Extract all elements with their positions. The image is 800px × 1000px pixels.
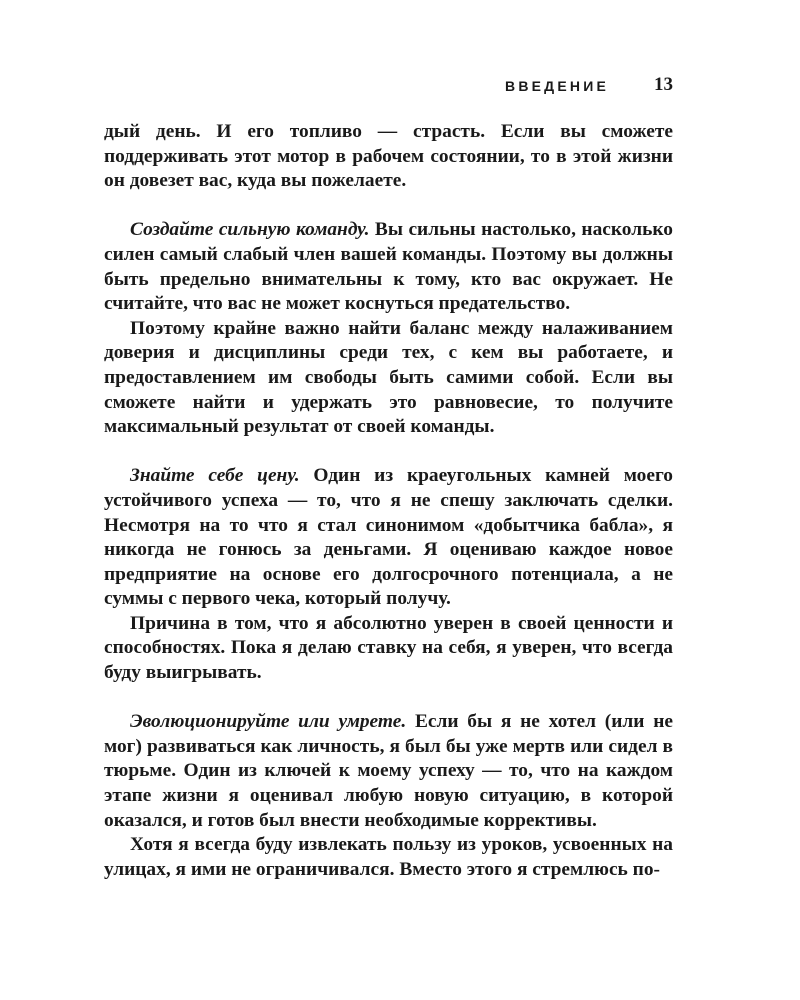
section-know-your-worth bbox=[104, 464, 673, 685]
section-heading: Эволюционируйте или умрете. bbox=[130, 711, 407, 733]
section-paragraph bbox=[104, 218, 673, 316]
running-head bbox=[104, 74, 673, 100]
page-number: 13 bbox=[654, 74, 673, 95]
section-strong-team bbox=[104, 218, 673, 439]
opening-paragraph: дый день. И его топливо — страсть. Если вы сможете поддерживать этот мотор в рабочем состоянии, то в этой жизни он довезет вас, куда вы пожелаете. bbox=[104, 121, 673, 192]
body-text bbox=[104, 120, 673, 882]
section-body: Один из краеугольных камней моего устойчивого успеха — то, что я не спешу заключать сделки. Несмотря на то что я стал синонимом «добытчика бабла», я никогда не гонюсь за деньгами. Я оцениваю каждое новое предприятие на основе его долгосрочного потенциала, а не суммы с первого чека, который получу. bbox=[104, 465, 673, 610]
running-head-title: ВВЕДЕНИЕ bbox=[505, 78, 609, 94]
section-continuation: Хотя я всегда буду извлекать пользу из уроков, усвоенных на улицах, я ими не ограничивался. Вместо этого я стремлюсь по- bbox=[104, 834, 673, 880]
section-body: Вы сильны настолько, насколько силен самый слабый член вашей команды. Поэтому вы должны быть предельно внимательны к тому, кто вас окружает. Не считайте, что вас не может коснуться предательство. bbox=[104, 219, 673, 315]
section-continuation: Поэтому крайне важно найти баланс между налаживанием доверия и дисциплины среди тех, с кем вы работаете, и предоставлением им свободы быть самими собой. Если вы сможете найти и удержать это равновесие, то получите максимальный результат от своей команды. bbox=[104, 317, 673, 438]
section-evolve-or-die bbox=[104, 710, 673, 882]
section-paragraph bbox=[104, 464, 673, 612]
section-heading: Создайте сильную команду. bbox=[130, 219, 370, 241]
section-body: Если бы я не хотел (или не мог) развиваться как личность, я был бы уже мертв или сидел в тюрьме. Один из ключей к моему успеху — то, что на каждом этапе жизни я оценивал любую новую ситуацию, в которой оказался, и готов был внести необходимые коррективы. bbox=[104, 711, 674, 831]
section-heading: Знайте себе цену. bbox=[130, 465, 300, 487]
section-continuation: Причина в том, что я абсолютно уверен в своей ценности и способностях. Пока я делаю ставку на себя, я уверен, что всегда буду выигрывать. bbox=[104, 612, 673, 684]
section-paragraph bbox=[104, 710, 673, 833]
